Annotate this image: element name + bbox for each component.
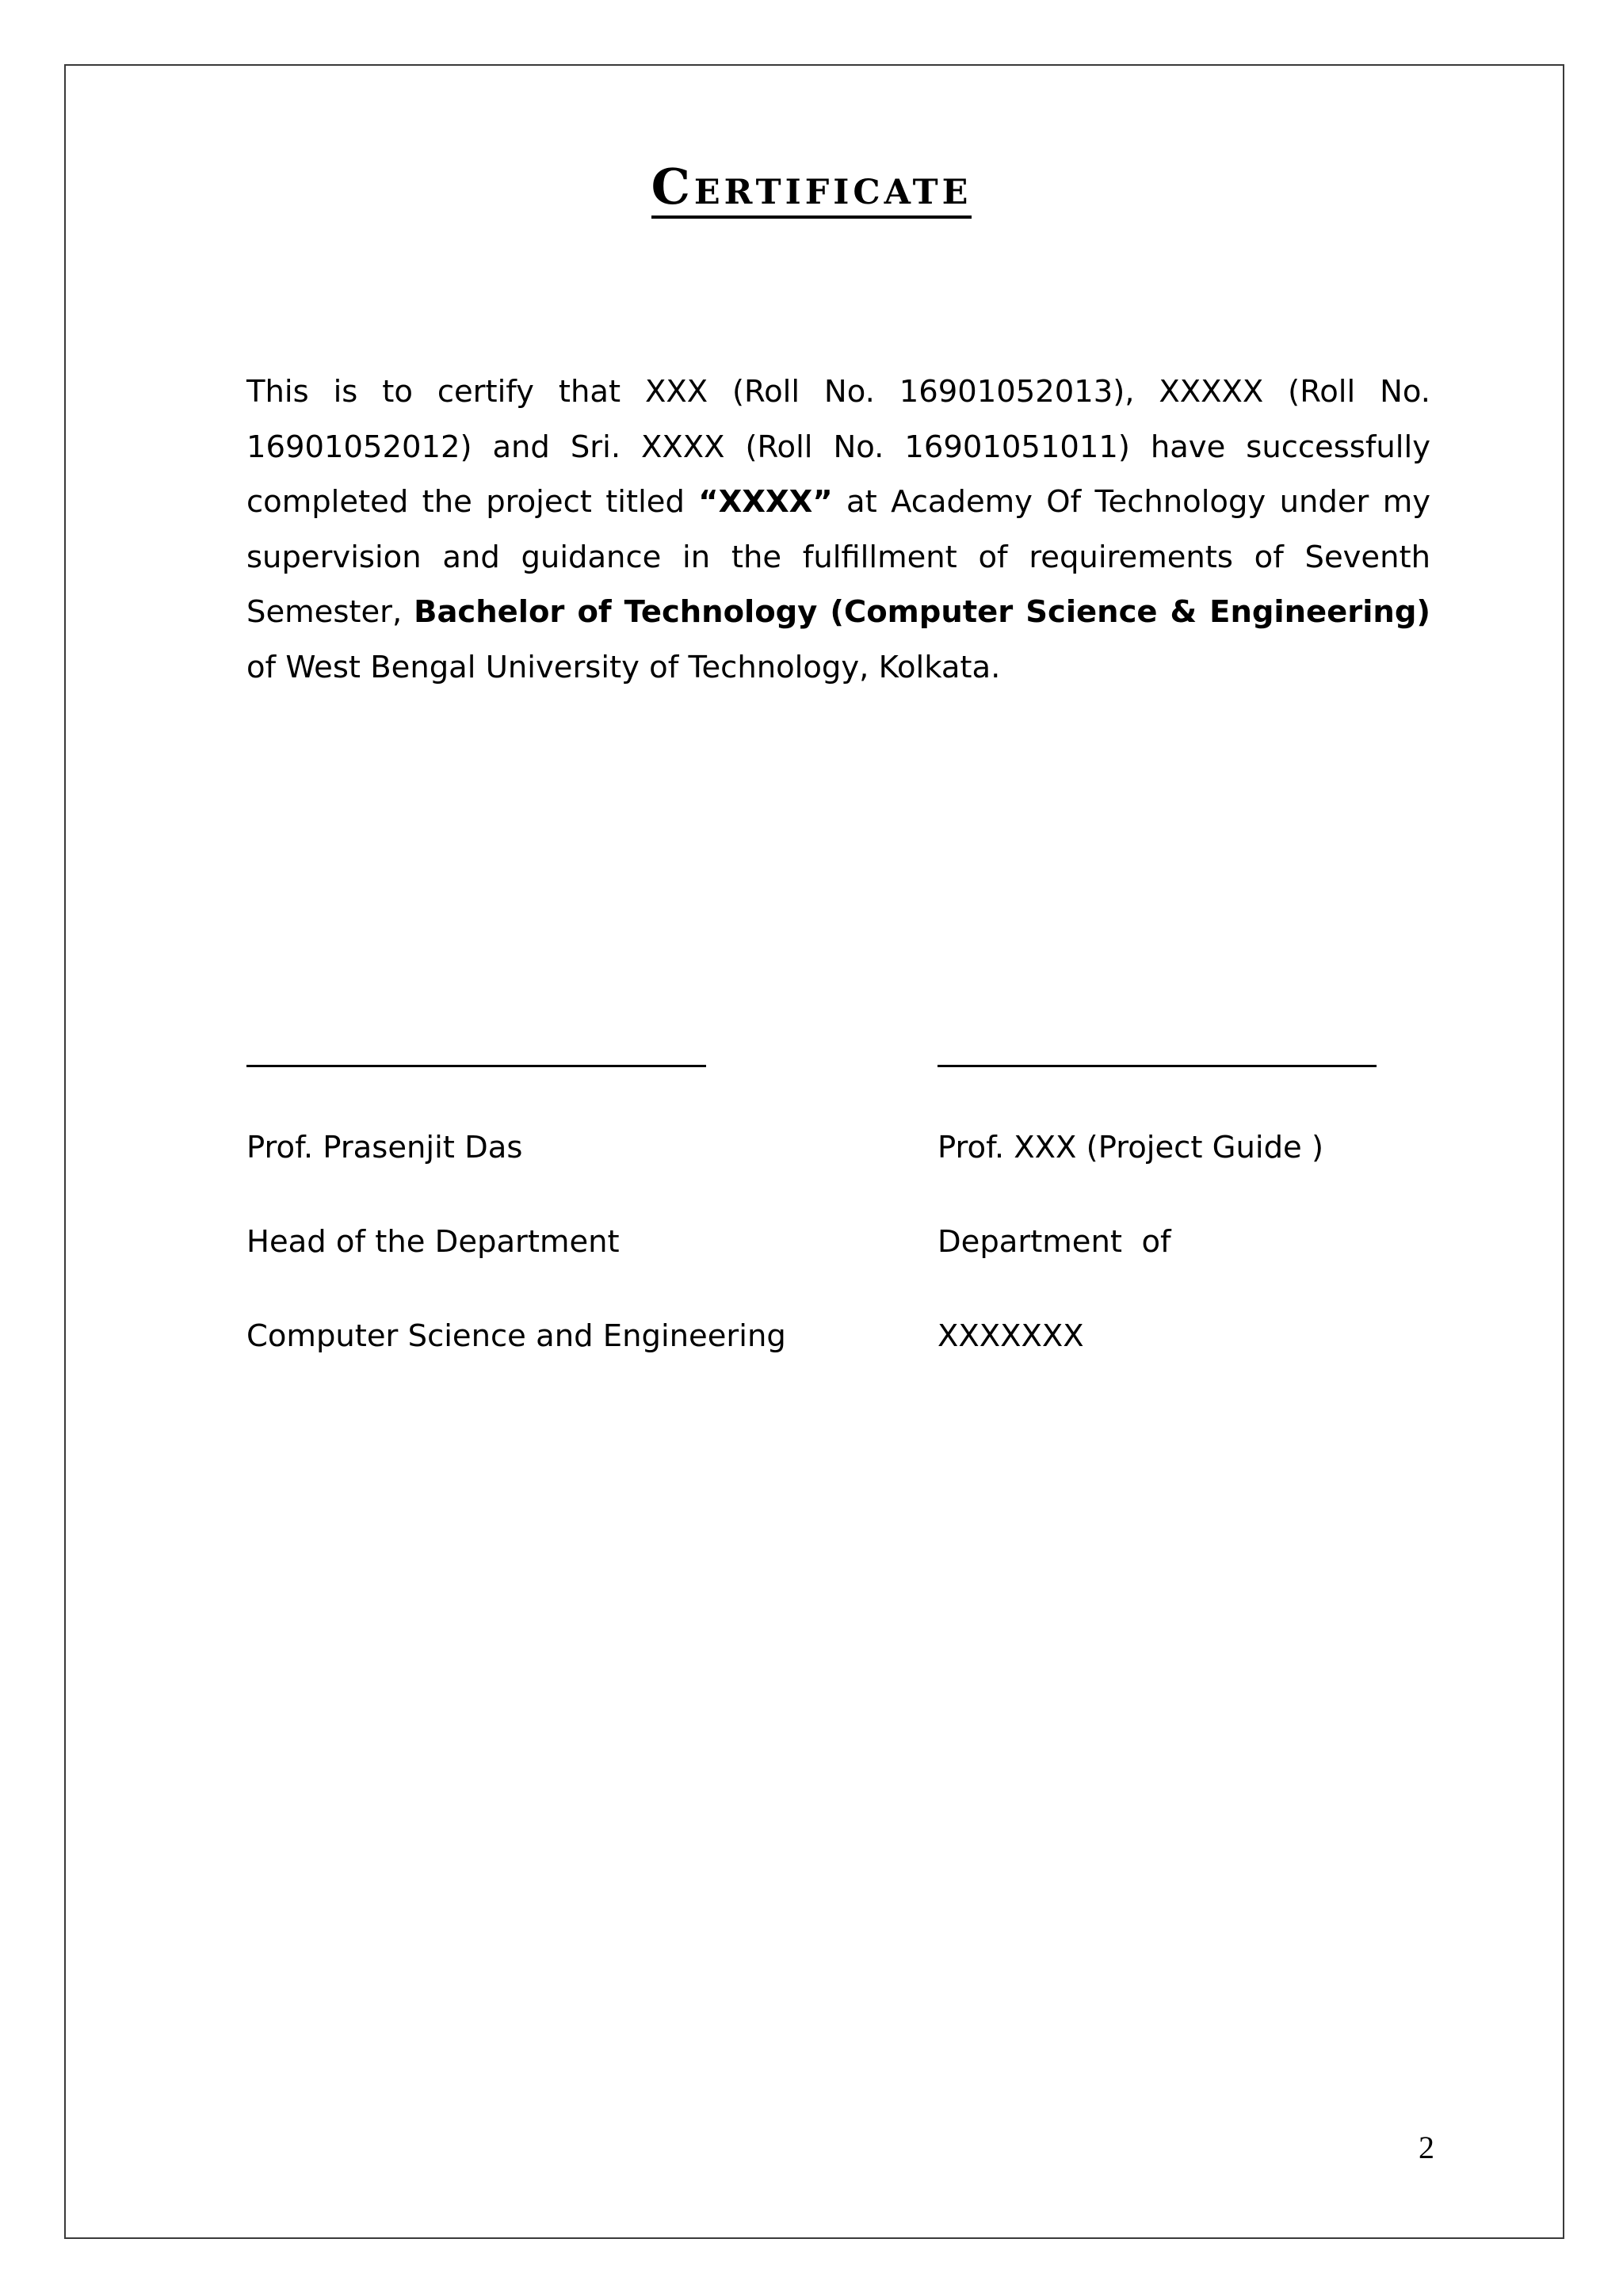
body-text-part1: This is to certify that XXX (Roll No. 16901052013), XXXXX (Roll No. 16901052012) and Sri. XXXX (Roll No. 16901051011) have successfully completed the project titled xyxy=(246,374,1430,520)
page-title xyxy=(0,155,1623,219)
page-number: 2 xyxy=(1419,2130,1434,2165)
signatory-right-department: XXXXXXX xyxy=(938,1318,1084,1354)
signatory-left-role: Head of the Department xyxy=(246,1224,620,1260)
signatory-right-name: Prof. XXX (Project Guide ) xyxy=(938,1130,1323,1165)
project-title: “XXXX” xyxy=(698,484,833,520)
degree-name: Bachelor of Technology (Computer Science & Engineering) xyxy=(414,594,1430,630)
signatory-left xyxy=(246,1124,786,1407)
certificate-body xyxy=(246,364,1430,695)
body-text-part3: of West Bengal University of Technology, Kolkata. xyxy=(246,649,1001,685)
signatory-left-department: Computer Science and Engineering xyxy=(246,1318,786,1354)
signature-line-right xyxy=(938,1065,1377,1067)
signatory-right xyxy=(938,1124,1323,1407)
body-text-part2: at Academy Of Technology under my supervision and guidance in the fulfillment of requirements of Seventh Semester, xyxy=(246,484,1430,630)
certificate-heading: Certificate xyxy=(651,158,972,219)
signatory-left-name: Prof. Prasenjit Das xyxy=(246,1130,523,1165)
signature-line-left xyxy=(246,1065,706,1067)
signatory-right-role: Department of xyxy=(938,1224,1171,1260)
